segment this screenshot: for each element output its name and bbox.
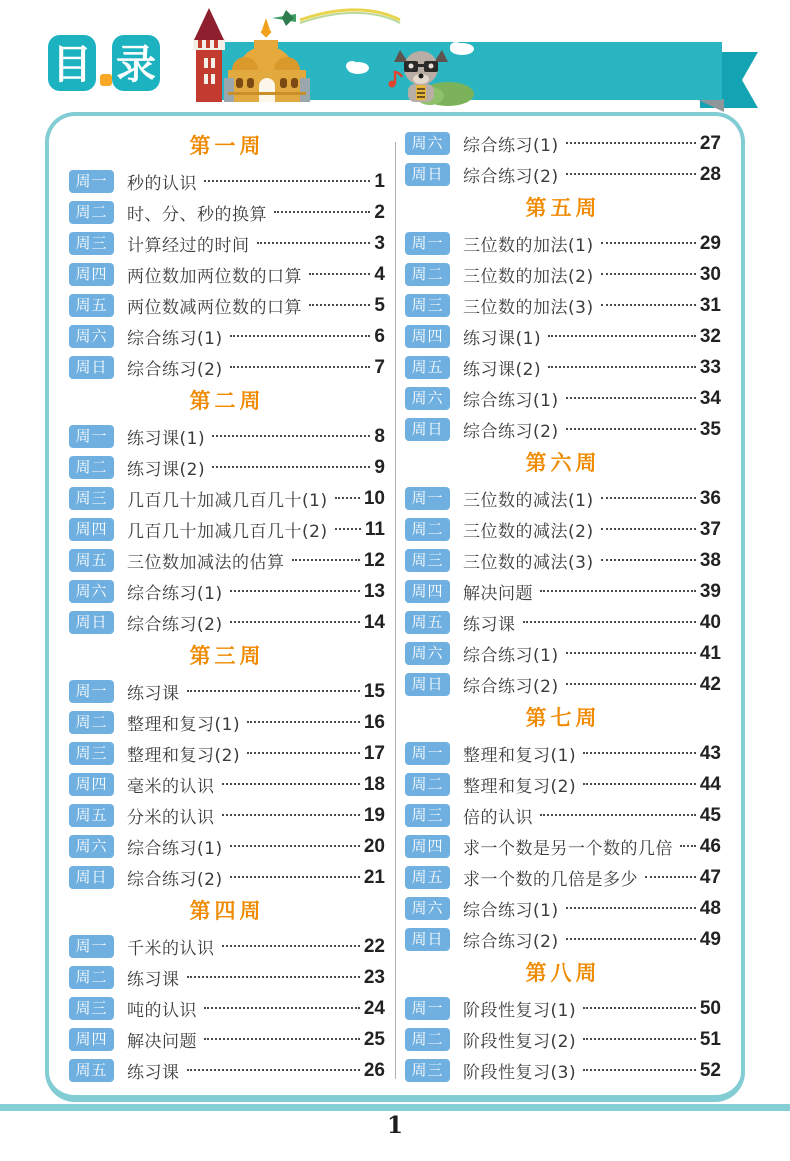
toc-entry: [69, 259, 385, 290]
toc-entry: [69, 545, 385, 576]
toc-entry: [69, 676, 385, 707]
leader-dots: [601, 242, 696, 244]
entry-title: 综合练习(2): [463, 932, 559, 952]
entry-page: 1: [374, 170, 385, 192]
entry-title: 倍的认识: [463, 808, 533, 828]
entry-page: 32: [699, 325, 721, 347]
day-badge: 周二: [405, 1028, 450, 1051]
leader-dots: [230, 845, 360, 847]
airplane-icon: [272, 10, 400, 26]
leader-dots: [222, 945, 360, 947]
entry-title: 综合练习(2): [127, 870, 223, 890]
entry-title: 综合练习(1): [463, 901, 559, 921]
week-heading: 第二周: [189, 390, 265, 413]
day-badge: 周日: [69, 611, 114, 634]
entry-page: 6: [374, 325, 385, 347]
day-badge: 周六: [69, 325, 114, 348]
day-badge: 周日: [405, 418, 450, 441]
toc-entry: [405, 893, 721, 924]
entry-title: 分米的认识: [127, 808, 215, 828]
leader-dots: [204, 1007, 360, 1009]
bell-tower-icon: [193, 8, 225, 102]
leader-dots: [566, 173, 696, 175]
day-badge: 周二: [69, 456, 114, 479]
day-badge: 周六: [69, 835, 114, 858]
toc-entry: [405, 738, 721, 769]
leader-dots: [292, 559, 360, 561]
entry-title: 综合练习(1): [127, 839, 223, 859]
leader-dots: [566, 397, 696, 399]
day-badge: 周二: [405, 518, 450, 541]
day-badge: 周三: [69, 997, 114, 1020]
day-badge: 周一: [69, 425, 114, 448]
entry-page: 35: [699, 418, 721, 440]
leader-dots: [540, 814, 696, 816]
entry-title: 综合练习(2): [127, 360, 223, 380]
toc-entry: [69, 421, 385, 452]
toc-entry: [69, 931, 385, 962]
entry-page: 22: [363, 935, 385, 957]
entry-title: 解决问题: [463, 584, 533, 604]
day-badge: 周四: [69, 773, 114, 796]
toc-entry: [69, 576, 385, 607]
entry-page: 4: [374, 263, 385, 285]
toc-entry: [69, 962, 385, 993]
day-badge: 周四: [405, 835, 450, 858]
entry-title: 求一个数的几倍是多少: [463, 870, 638, 890]
leader-dots: [187, 690, 360, 692]
toc-entry: [405, 383, 721, 414]
entry-title: 计算经过的时间: [127, 236, 250, 256]
logo-char-mu: 目: [52, 43, 92, 87]
toc-entry: [405, 352, 721, 383]
entry-page: 21: [363, 866, 385, 888]
entry-title: 几百几十加减几百几十(1): [127, 491, 328, 511]
entry-title: 阶段性复习(2): [463, 1032, 577, 1052]
toc-entry: [405, 800, 721, 831]
entry-page: 17: [363, 742, 385, 764]
toc-entry: [405, 862, 721, 893]
leader-dots: [335, 497, 360, 499]
entry-page: 50: [699, 997, 721, 1019]
leader-dots: [247, 752, 360, 754]
day-badge: 周一: [69, 170, 114, 193]
entry-title: 时、分、秒的换算: [127, 205, 267, 225]
toc-entry: [405, 128, 721, 159]
entry-page: 37: [699, 518, 721, 540]
entry-title: 综合练习(2): [463, 677, 559, 697]
day-badge: 周三: [405, 294, 450, 317]
toc-entry: [405, 576, 721, 607]
toc-entry: [69, 831, 385, 862]
day-badge: 周六: [405, 387, 450, 410]
entry-page: 7: [374, 356, 385, 378]
entry-page: 31: [699, 294, 721, 316]
leader-dots: [601, 304, 696, 306]
entry-title: 三位数的减法(3): [463, 553, 594, 573]
toc-entry: [405, 414, 721, 445]
entry-title: 综合练习(2): [127, 615, 223, 635]
toc-entry: [69, 228, 385, 259]
leader-dots: [566, 652, 696, 654]
toc-entry: [405, 259, 721, 290]
footer-page-number: 1: [386, 1112, 403, 1139]
entry-page: 19: [363, 804, 385, 826]
day-badge: 周二: [69, 711, 114, 734]
entry-page: 39: [699, 580, 721, 602]
leader-dots: [566, 683, 696, 685]
entry-page: 16: [363, 711, 385, 733]
toc-entry: [405, 159, 721, 190]
day-badge: 周五: [405, 356, 450, 379]
toc-entry: [405, 993, 721, 1024]
toc-entry: [405, 669, 721, 700]
leader-dots: [204, 1038, 360, 1040]
toc-entry: [69, 483, 385, 514]
toc-entry: [69, 197, 385, 228]
entry-page: 23: [363, 966, 385, 988]
entry-title: 三位数的加法(1): [463, 236, 594, 256]
entry-title: 三位数的减法(1): [463, 491, 594, 511]
toc-entry: [69, 1024, 385, 1055]
leader-dots: [523, 621, 696, 623]
entry-title: 综合练习(1): [463, 646, 559, 666]
entry-page: 9: [374, 456, 385, 478]
entry-page: 34: [699, 387, 721, 409]
entry-page: 40: [699, 611, 721, 633]
leader-dots: [548, 335, 696, 337]
day-badge: 周五: [69, 1059, 114, 1082]
leader-dots: [212, 466, 370, 468]
entry-title: 千米的认识: [127, 939, 215, 959]
leader-dots: [548, 366, 696, 368]
entry-page: 45: [699, 804, 721, 826]
entry-page: 33: [699, 356, 721, 378]
leader-dots: [601, 559, 696, 561]
day-badge: 周六: [405, 132, 450, 155]
leader-dots: [566, 938, 696, 940]
day-badge: 周五: [405, 866, 450, 889]
toc-entry: [69, 607, 385, 638]
entry-title: 两位数减两位数的口算: [127, 298, 302, 318]
toc-entry: [405, 290, 721, 321]
entry-title: 三位数的减法(2): [463, 522, 594, 542]
entry-page: 2: [374, 201, 385, 223]
entry-page: 51: [699, 1028, 721, 1050]
day-badge: 周三: [69, 232, 114, 255]
entry-title: 两位数加两位数的口算: [127, 267, 302, 287]
leader-dots: [335, 528, 361, 530]
week-heading: 第三周: [189, 645, 265, 668]
day-badge: 周日: [69, 356, 114, 379]
entry-page: 18: [363, 773, 385, 795]
toc-column-left: [59, 128, 395, 1089]
leader-dots: [222, 814, 360, 816]
day-badge: 周一: [405, 742, 450, 765]
entry-page: 5: [374, 294, 385, 316]
entry-title: 秒的认识: [127, 174, 197, 194]
toc-entry: [405, 514, 721, 545]
day-badge: 周四: [405, 325, 450, 348]
week-heading: 第六周: [525, 452, 601, 475]
day-badge: 周一: [69, 680, 114, 703]
entry-title: 毫米的认识: [127, 777, 215, 797]
entry-title: 综合练习(2): [463, 422, 559, 442]
entry-title: 求一个数是另一个数的几倍: [463, 839, 673, 859]
leader-dots: [540, 590, 696, 592]
toc-entry: [405, 1055, 721, 1086]
toc-entry: [69, 800, 385, 831]
entry-page: 46: [699, 835, 721, 857]
entry-title: 练习课: [463, 615, 516, 635]
leader-dots: [230, 366, 371, 368]
entry-title: 练习课: [127, 1063, 180, 1083]
leader-dots: [187, 976, 360, 978]
toc-entry: [405, 638, 721, 669]
entry-page: 14: [363, 611, 385, 633]
leader-dots: [309, 273, 370, 275]
entry-page: 42: [699, 673, 721, 695]
week-heading: 第四周: [189, 900, 265, 923]
toc-entry: [69, 707, 385, 738]
leader-dots: [230, 621, 360, 623]
entry-title: 三位数的加法(2): [463, 267, 594, 287]
entry-title: 解决问题: [127, 1032, 197, 1052]
entry-page: 43: [699, 742, 721, 764]
toc-entry: [69, 290, 385, 321]
day-badge: 周五: [69, 294, 114, 317]
footer-rule-bar: [0, 1104, 790, 1111]
entry-page: 24: [363, 997, 385, 1019]
day-badge: 周四: [69, 1028, 114, 1051]
week-heading: 第七周: [525, 707, 601, 730]
day-badge: 周二: [405, 263, 450, 286]
leader-dots: [247, 721, 360, 723]
leader-dots: [680, 845, 696, 847]
leader-dots: [566, 142, 696, 144]
column-divider: [395, 142, 396, 1079]
day-badge: 周二: [69, 201, 114, 224]
entry-page: 47: [699, 866, 721, 888]
entry-page: 8: [374, 425, 385, 447]
entry-page: 48: [699, 897, 721, 919]
week-heading: 第八周: [525, 962, 601, 985]
toc-entry: [405, 228, 721, 259]
header-illustration: [0, 0, 790, 115]
toc-entry: [405, 769, 721, 800]
entry-page: 27: [699, 132, 721, 154]
entry-page: 49: [699, 928, 721, 950]
day-badge: 周三: [69, 487, 114, 510]
logo-char-lu: 录: [116, 43, 156, 87]
day-badge: 周四: [69, 263, 114, 286]
toc-entry: [69, 769, 385, 800]
entry-title: 综合练习(1): [463, 391, 559, 411]
day-badge: 周四: [405, 580, 450, 603]
leader-dots: [601, 528, 696, 530]
toc-entry: [69, 993, 385, 1024]
entry-title: 综合练习(1): [127, 329, 223, 349]
leader-dots: [583, 1007, 696, 1009]
entry-title: 阶段性复习(3): [463, 1063, 577, 1083]
entry-title: 综合练习(1): [463, 136, 559, 156]
day-badge: 周六: [405, 642, 450, 665]
leader-dots: [230, 876, 360, 878]
day-badge: 周日: [405, 928, 450, 951]
entry-page: 15: [363, 680, 385, 702]
day-badge: 周六: [405, 897, 450, 920]
entry-title: 综合练习(2): [463, 167, 559, 187]
day-badge: 周五: [405, 611, 450, 634]
leader-dots: [230, 590, 360, 592]
toc-entry: [69, 514, 385, 545]
entry-page: 52: [699, 1059, 721, 1081]
day-badge: 周二: [405, 773, 450, 796]
entry-page: 30: [699, 263, 721, 285]
entry-page: 28: [699, 163, 721, 185]
entry-page: 3: [374, 232, 385, 254]
toc-entry: [69, 352, 385, 383]
day-badge: 周三: [405, 1059, 450, 1082]
leader-dots: [230, 335, 371, 337]
leader-dots: [645, 876, 696, 878]
toc-entry: [69, 738, 385, 769]
entry-title: 整理和复习(1): [463, 746, 577, 766]
entry-page: 38: [699, 549, 721, 571]
day-badge: 周五: [69, 549, 114, 572]
day-badge: 周六: [69, 580, 114, 603]
toc-entry: [405, 607, 721, 638]
day-badge: 周四: [69, 518, 114, 541]
entry-page: 29: [699, 232, 721, 254]
day-badge: 周日: [69, 866, 114, 889]
entry-title: 练习课(1): [127, 429, 206, 449]
entry-title: 吨的认识: [127, 1001, 197, 1021]
day-badge: 周一: [405, 997, 450, 1020]
toc-entry: [69, 452, 385, 483]
leader-dots: [566, 428, 696, 430]
toc-entry: [405, 1024, 721, 1055]
day-badge: 周五: [69, 804, 114, 827]
leader-dots: [257, 242, 371, 244]
entry-page: 11: [364, 518, 385, 540]
entry-title: 整理和复习(1): [127, 715, 241, 735]
entry-title: 三位数加减法的估算: [127, 553, 285, 573]
day-badge: 周日: [405, 163, 450, 186]
leader-dots: [601, 497, 696, 499]
leader-dots: [566, 907, 696, 909]
leader-dots: [583, 752, 696, 754]
leader-dots: [601, 273, 696, 275]
entry-page: 41: [699, 642, 721, 664]
leader-dots: [583, 1069, 696, 1071]
harmonica-icon: [416, 85, 426, 100]
day-badge: 周一: [405, 487, 450, 510]
week-heading: 第一周: [189, 135, 265, 158]
entry-title: 练习课(2): [463, 360, 542, 380]
leader-dots: [309, 304, 370, 306]
leader-dots: [583, 1038, 696, 1040]
leader-dots: [274, 211, 370, 213]
toc-entry: [69, 166, 385, 197]
entry-title: 练习课(1): [463, 329, 542, 349]
toc-entry: [405, 545, 721, 576]
entry-title: 综合练习(1): [127, 584, 223, 604]
day-badge: 周三: [405, 804, 450, 827]
leader-dots: [204, 180, 370, 182]
day-badge: 周三: [405, 549, 450, 572]
leader-dots: [583, 783, 696, 785]
leader-dots: [187, 1069, 360, 1071]
entry-title: 练习课: [127, 970, 180, 990]
entry-title: 三位数的加法(3): [463, 298, 594, 318]
toc-entry: [405, 924, 721, 955]
day-badge: 周三: [69, 742, 114, 765]
entry-page: 13: [363, 580, 385, 602]
entry-page: 25: [363, 1028, 385, 1050]
toc-content-box: [45, 112, 745, 1102]
toc-logo: [48, 35, 160, 91]
entry-page: 20: [363, 835, 385, 857]
day-badge: 周二: [69, 966, 114, 989]
entry-page: 12: [363, 549, 385, 571]
day-badge: 周一: [69, 935, 114, 958]
day-badge: 周日: [405, 673, 450, 696]
toc-entry: [405, 831, 721, 862]
entry-page: 26: [363, 1059, 385, 1081]
leader-dots: [222, 783, 360, 785]
entry-title: 整理和复习(2): [127, 746, 241, 766]
toc-entry: [405, 483, 721, 514]
toc-entry: [69, 321, 385, 352]
entry-title: 阶段性复习(1): [463, 1001, 577, 1021]
toc-entry: [69, 862, 385, 893]
toc-entry: [69, 1055, 385, 1086]
entry-page: 10: [363, 487, 385, 509]
entry-page: 36: [699, 487, 721, 509]
week-heading: 第五周: [525, 197, 601, 220]
entry-page: 44: [699, 773, 721, 795]
entry-title: 几百几十加减几百几十(2): [127, 522, 328, 542]
entry-title: 整理和复习(2): [463, 777, 577, 797]
toc-entry: [405, 321, 721, 352]
entry-title: 练习课: [127, 684, 180, 704]
day-badge: 周一: [405, 232, 450, 255]
toc-column-right: [395, 128, 731, 1089]
entry-title: 练习课(2): [127, 460, 206, 480]
leader-dots: [212, 435, 370, 437]
